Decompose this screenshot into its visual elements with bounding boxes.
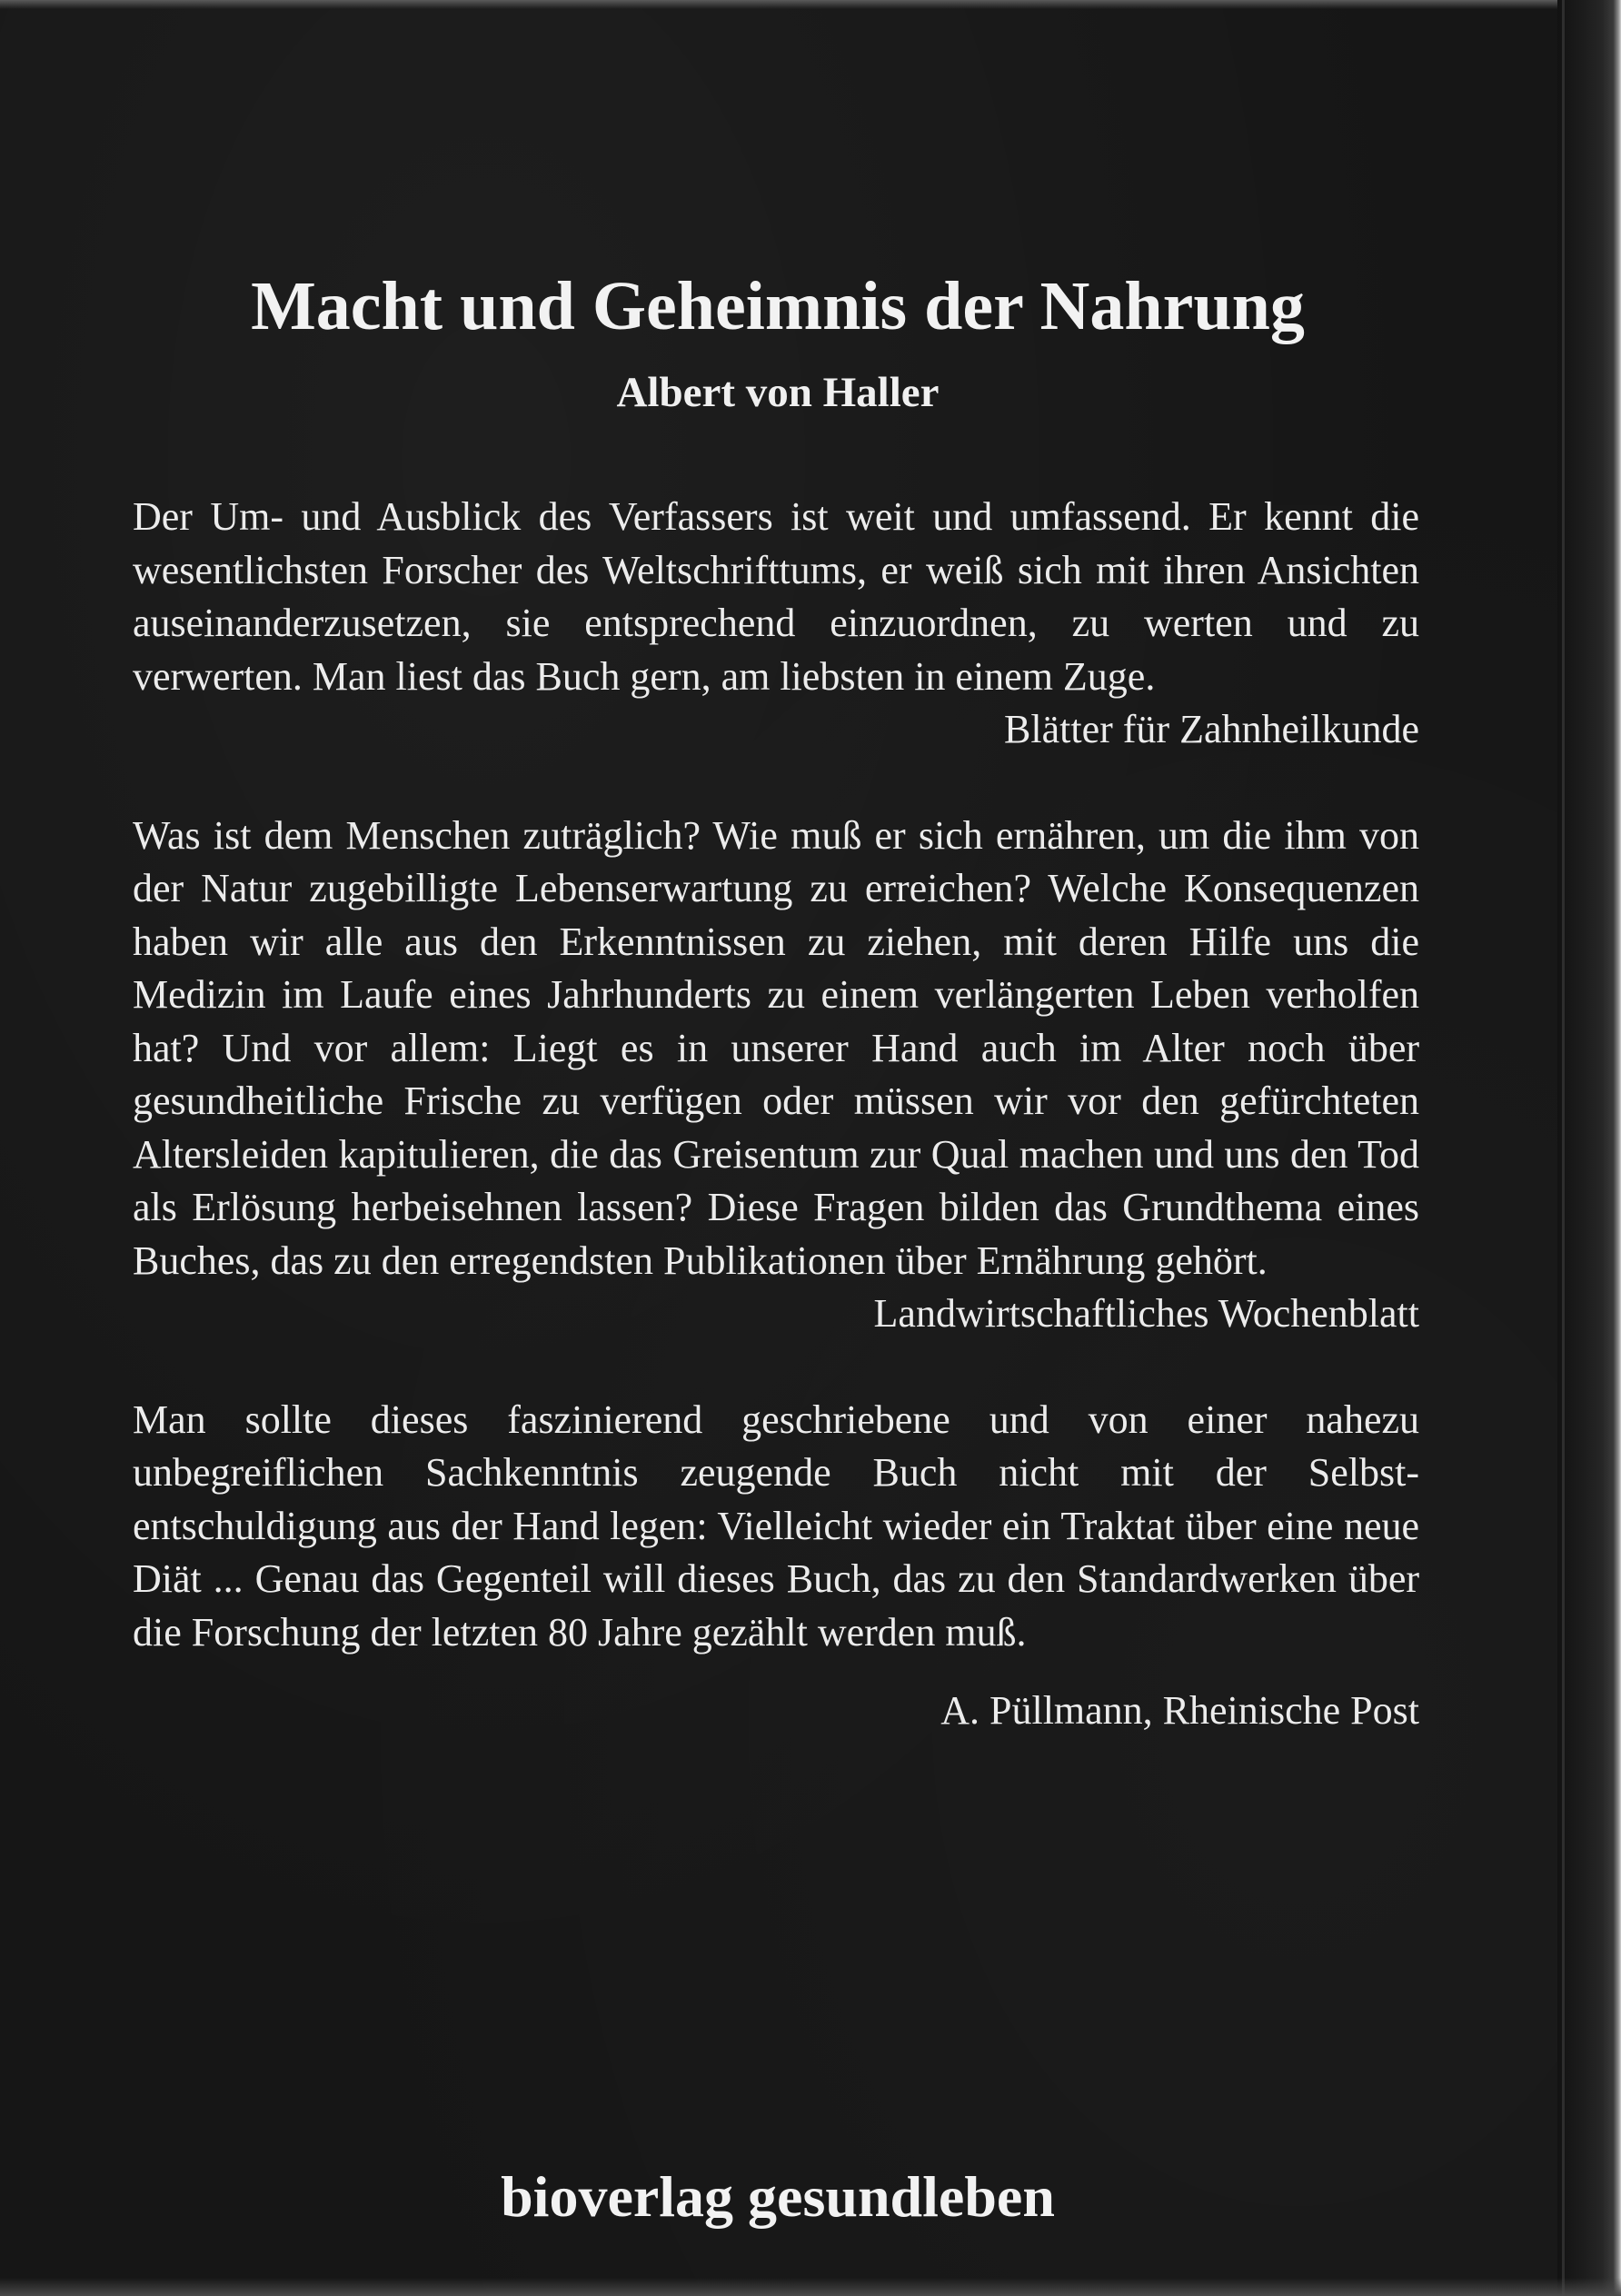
publisher-name: bioverlag gesundleben	[501, 2164, 1055, 2229]
review-block	[133, 1394, 1419, 1738]
cover-spine-groove	[1562, 0, 1565, 2296]
reviews-section	[133, 491, 1419, 1738]
spacer	[133, 1341, 1419, 1394]
cover-bottom-edge	[0, 2278, 1621, 2296]
review-source: Landwirtschaftliches Wochenblatt	[873, 1291, 1419, 1336]
review-block	[133, 810, 1419, 1341]
review-block	[133, 491, 1419, 757]
review-source: Blätter für Zahnheilkunde	[1004, 707, 1419, 751]
spacer	[133, 1659, 1419, 1685]
cover-top-edge	[0, 0, 1621, 9]
cover-spine-edge	[1557, 0, 1621, 2296]
book-author: Albert von Haller	[616, 369, 940, 416]
review-text: Der Um- und Ausblick des Verfassers ist weit und umfassend. Er kennt die wesentlichsten Forscher des Weltschrifttums, er weiß sich mit ihren Ansichten auseinanderzusetzen, sie entsprechend einzuordnen, zu werten und zu verwerten. Man liest das Buch gern, am liebsten in einem Zuge.	[133, 494, 1419, 699]
review-source: A. Püllmann, Rheinische Post	[940, 1688, 1419, 1733]
book-title: Macht und Geheimnis der Nahrung	[251, 268, 1305, 344]
review-text: Was ist dem Menschen zuträglich? Wie muß er sich ernähren, um die ihm von der Natur zugebilligte Lebenserwartung zu erreichen? Welche Konsequenzen haben wir alle aus den Erkenntnissen zu ziehen, mit deren Hilfe uns die Medizin im Laufe eines Jahrhunderts zu einem verlängerten Leben verholfen hat? Und vor allem: Liegt es in unserer Hand auch im Alter noch über gesundheitliche Frische zu verfügen oder müssen wir vor den gefürchteten Altersleiden kapitulieren, die das Greisentum zur Qual machen und uns den Tod als Erlösung herbeisehnen lassen? Diese Fragen bilden das Grundthema eines Buches, das zu den erregendsten Publikationen über Ernährung gehört.	[133, 812, 1419, 1283]
review-text: Man sollte dieses faszinierend geschriebene und von einer nahezu unbegreiflichen Sachkenntnis zeugende Buch nicht mit der Selbstentschuldigung aus der Hand legen: Vielleicht wieder ein Traktat über eine neue Diät ... Genau das Gegenteil will dieses Buch, das zu den Standardwerken über die Forschung der letzten 80 Jahre gezählt werden muß.	[133, 1396, 1419, 1655]
spacer	[133, 757, 1419, 810]
